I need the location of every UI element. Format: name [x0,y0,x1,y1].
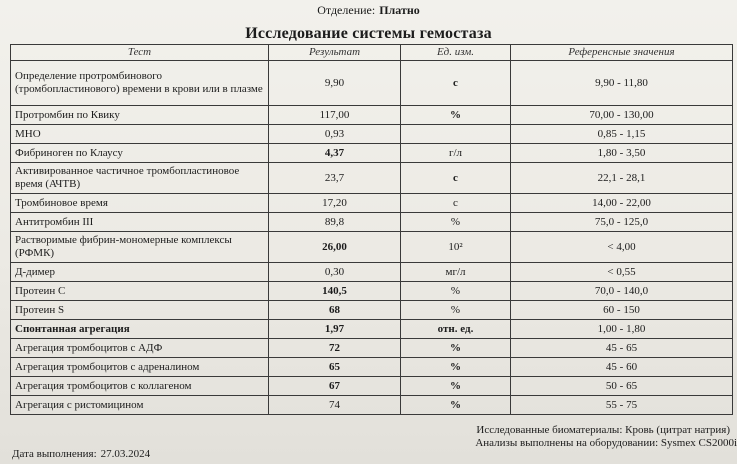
test-unit: % [401,106,511,125]
test-reference: 70,0 - 140,0 [511,282,733,301]
test-reference: 45 - 65 [511,339,733,358]
test-unit: с [401,163,511,194]
test-result: 89,8 [269,213,401,232]
test-name: Протромбин по Квику [11,106,269,125]
test-name: МНО [11,125,269,144]
department-label: Отделение: [317,3,376,17]
test-unit: % [401,358,511,377]
test-reference: 55 - 75 [511,396,733,415]
test-name: Тромбиновое время [11,194,269,213]
test-unit: % [401,301,511,320]
column-header-test: Тест [11,45,269,61]
table-header-row [11,45,733,61]
test-reference: 14,00 - 22,00 [511,194,733,213]
test-name: Агрегация с ристомицином [11,396,269,415]
test-result: 0,93 [269,125,401,144]
table-row [11,339,733,358]
table-row [11,163,733,194]
table-row [11,232,733,263]
test-result: 65 [269,358,401,377]
test-name: Агрегация тромбоцитов с коллагеном [11,377,269,396]
table-row [11,61,733,106]
hemostasis-results-table [10,44,733,415]
table-row [11,125,733,144]
test-unit: с [401,61,511,106]
test-name: Спонтанная агрегация [11,320,269,339]
execution-date [12,448,150,460]
table-row [11,144,733,163]
test-name: Антитромбин III [11,213,269,232]
table-row [11,194,733,213]
test-reference: 45 - 60 [511,358,733,377]
test-result: 74 [269,396,401,415]
table-row [11,282,733,301]
department-value: Платно [379,3,420,17]
test-name: Протеин S [11,301,269,320]
test-unit: % [401,213,511,232]
test-unit [401,125,511,144]
test-reference: 9,90 - 11,80 [511,61,733,106]
test-name: Активированное частичное тромбопластиновое время (АЧТВ) [11,163,269,194]
test-name: Агрегация тромбоцитов с адреналином [11,358,269,377]
test-result: 72 [269,339,401,358]
test-name: Д-димер [11,263,269,282]
test-reference: 75,0 - 125,0 [511,213,733,232]
test-name: Растворимые фибрин-мономерные комплексы (РФМК) [11,232,269,263]
table-row [11,358,733,377]
date-value: 27.03.2024 [100,448,151,460]
department-line [0,3,737,18]
column-header-result: Результат [269,45,401,61]
test-reference: 50 - 65 [511,377,733,396]
test-result: 67 [269,377,401,396]
table-row [11,263,733,282]
test-unit: 10² [401,232,511,263]
test-reference: 1,00 - 1,80 [511,320,733,339]
test-name: Протеин С [11,282,269,301]
table-row [11,320,733,339]
test-unit: г/л [401,144,511,163]
date-label: Дата выполнения: [12,448,97,460]
column-header-reference: Референсные значения [511,45,733,61]
test-unit: мг/л [401,263,511,282]
table-row [11,301,733,320]
test-result: 26,00 [269,232,401,263]
test-unit: % [401,377,511,396]
equipment-note: Анализы выполнены на оборудовании: Sysmex CS2000i [475,437,737,449]
test-unit: % [401,282,511,301]
test-name: Фибриноген по Клаусу [11,144,269,163]
test-result: 23,7 [269,163,401,194]
test-result: 4,37 [269,144,401,163]
test-unit: с [401,194,511,213]
test-unit: % [401,396,511,415]
test-result: 0,30 [269,263,401,282]
table-row [11,213,733,232]
test-reference: 60 - 150 [511,301,733,320]
table-row [11,396,733,415]
table-row [11,377,733,396]
column-header-unit: Ед. изм. [401,45,511,61]
biomaterial-note: Исследованные биоматериалы: Кровь (цитрат натрия) [476,424,730,436]
test-unit: % [401,339,511,358]
test-result: 1,97 [269,320,401,339]
test-result: 9,90 [269,61,401,106]
test-result: 68 [269,301,401,320]
test-reference: 70,00 - 130,00 [511,106,733,125]
report-title: Исследование системы гемостаза [245,25,492,42]
test-result: 117,00 [269,106,401,125]
test-result: 17,20 [269,194,401,213]
test-name: Определение протромбинового (тромбопластинового) времени в крови или в плазме [11,61,269,106]
test-reference: 1,80 - 3,50 [511,144,733,163]
test-result: 140,5 [269,282,401,301]
test-reference: < 4,00 [511,232,733,263]
test-name: Агрегация тромбоцитов с АДФ [11,339,269,358]
test-reference: 22,1 - 28,1 [511,163,733,194]
test-reference: < 0,55 [511,263,733,282]
table-row [11,106,733,125]
test-unit: отн. ед. [401,320,511,339]
test-reference: 0,85 - 1,15 [511,125,733,144]
